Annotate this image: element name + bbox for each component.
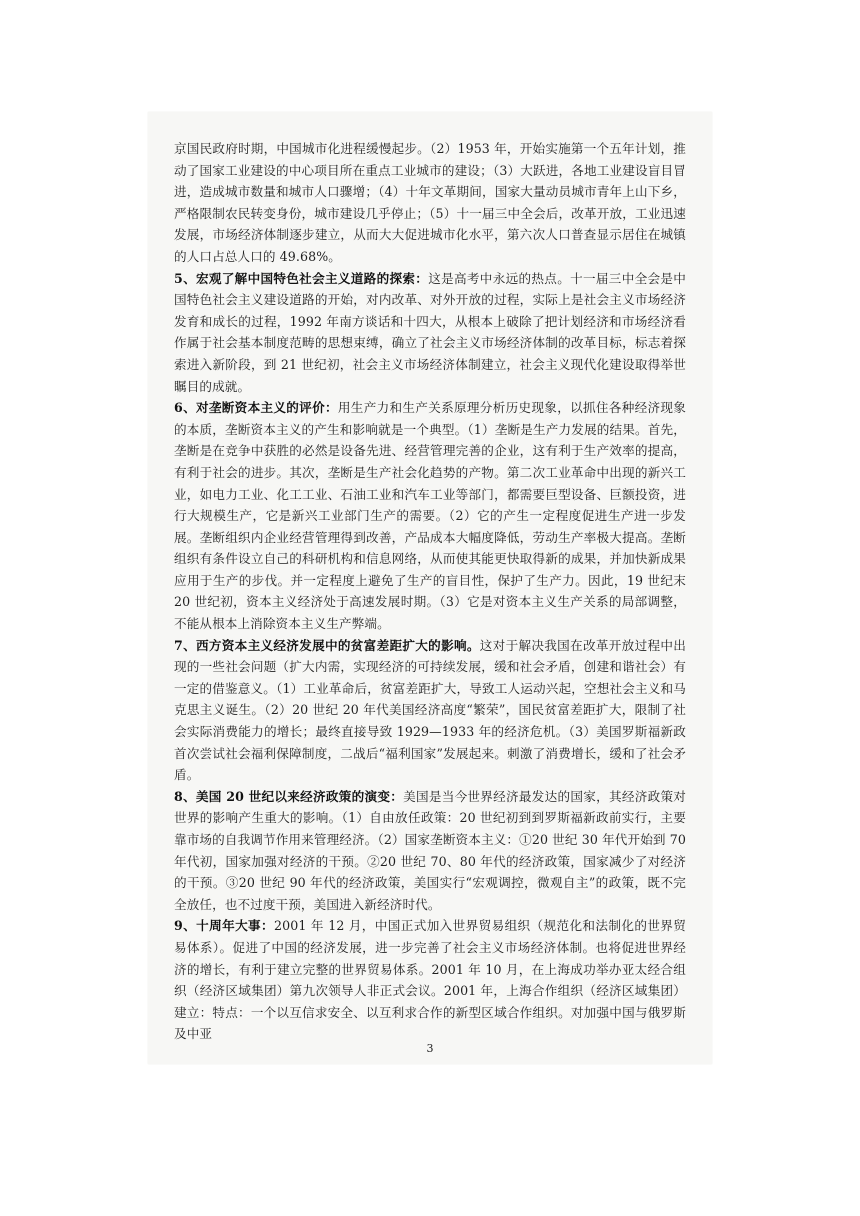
paragraph-heading: 7、西方资本主义经济发展中的贫富差距扩大的影响。	[174, 637, 480, 653]
paragraph-body: 京国民政府时期，中国城市化进程缓慢起步。（2）1953 年，开始实施第一个五年计划，推动了国家工业建设的中心项目所在重点工业城市的建设；（3）大跃进，各地工业建设盲目冒进，造成城市数量和城市人口骤增；（4）十年文革期间，国家大量动员城市青年上山下乡，严格限制农民转变身份，城市建设几乎停止；（5）十一届三中全会后，改革开放，工业迅速发展，市场经济体制逐步建立，从而大大促进城市化水平，第六次人口普查显示居住在城镇的人口占总人口的 49.68%。	[174, 141, 686, 264]
paragraph-5	[174, 268, 686, 398]
paragraph-heading: 8、美国 20 世纪以来经济政策的演变：	[174, 788, 404, 804]
paragraph-intro	[174, 138, 686, 268]
paragraph-heading: 6、对垄断资本主义的评价：	[174, 400, 338, 416]
paragraph-6	[174, 397, 686, 635]
paragraph-7	[174, 635, 686, 786]
paragraph-body: 这对于解决我国在改革开放过程中出现的一些社会问题（扩大内需，实现经济的可持续发展，缓和社会矛盾，创建和谐社会）有一定的借鉴意义。（1）工业革命后，贫富差距扩大，导致工人运动兴起，空想社会主义和马克思主义诞生。（2）20 世纪 20 年代美国经济高度“繁荣”，国民贫富差距扩大，限制了社会实际消费能力的增长；最终直接导致 1929—1933 年的经济危机。（3）美国罗斯福新政首次尝试社会福利保障制度，二战后“福利国家”发展起来。刺激了消费增长，缓和了社会矛盾。	[174, 637, 686, 783]
scanned-page	[148, 112, 712, 1064]
paragraph-heading: 5、宏观了解中国特色社会主义道路的探索：	[174, 270, 429, 286]
paragraph-8	[174, 786, 686, 916]
page-number: 3	[426, 1042, 434, 1055]
paragraph-body: 美国是当今世界经济最发达的国家，其经济政策对世界的影响产生重大的影响。（1）自由放任政策：20 世纪初到到罗斯福新政前实行，主要靠市场的自我调节作用来管理经济。（2）国家垄断资本主义：①20 世纪 30 年代开始到 70 年代初，国家加强对经济的干预。②20 世纪 70、80 年代的经济政策，国家减少了对经济的干预。③20 世纪 90 年代的经济政策，美国实行“宏观调控，微观自主”的政策，既不完全放任，也不过度干预，美国进入新经济时代。	[174, 788, 686, 912]
paragraph-body: 用生产力和生产关系原理分析历史现象，以抓住各种经济现象的本质，垄断资本主义的产生和影响就是一个典型。（1）垄断是生产力发展的结果。首先，垄断是在竞争中获胜的必然是设备先进、经营管理完善的企业，这有利于生产效率的提高，有利于社会的进步。其次，垄断是生产社会化趋势的产物。第二次工业革命中出现的新兴工业，如电力工业、化工工业、石油工业和汽车工业等部门，都需要巨型设备、巨额投资，进行大规模生产，它是新兴工业部门生产的需要。（2）它的产生一定程度促进生产进一步发展。垄断组织内企业经营管理得到改善，产品成本大幅度降低，劳动生产率极大提高。垄断组织有条件设立自己的科研机构和信息网络，从而使其能更快取得新的成果，并加快新成果应用于生产的步伐。并一定程度上避免了生产的盲目性，保护了生产力。因此，19 世纪末 20 世纪初，资本主义经济处于高速发展时期。（3）它是对资本主义生产关系的局部调整，不能从根本上消除资本主义生产弊端。	[174, 400, 686, 632]
paragraph-body: 这是高考中永远的热点。十一届三中全会是中国特色社会主义建设道路的开始，对内改革、对外开放的过程，实际上是社会主义市场经济发育和成长的过程，1992 年南方谈话和十四大，从根本上破除了把计划经济和市场经济看作属于社会基本制度范畴的思想束缚，确立了社会主义市场经济体制的改革目标，标志着探索进入新阶段，到 21 世纪初，社会主义市场经济体制建立，社会主义现代化建设取得举世瞩目的成就。	[174, 270, 686, 394]
paragraph-9	[174, 915, 686, 1045]
paragraph-body: 2001 年 12 月，中国正式加入世界贸易组织（规范化和法制化的世界贸易体系）。促进了中国的经济发展，进一步完善了社会主义市场经济体制。也将促进世界经济的增长，有利于建立完整的世界贸易体系。2001 年 10 月，在上海成功举办亚太经合组织（经济区域集团）第九次领导人非正式会议。2001 年，上海合作组织（经济区域集团）建立：特点：一个以互信求安全、以互利求合作的新型区域合作组织。对加强中国与俄罗斯及中亚	[174, 918, 686, 1042]
body-text	[174, 138, 686, 1045]
paragraph-heading: 9、十周年大事：	[174, 918, 274, 934]
